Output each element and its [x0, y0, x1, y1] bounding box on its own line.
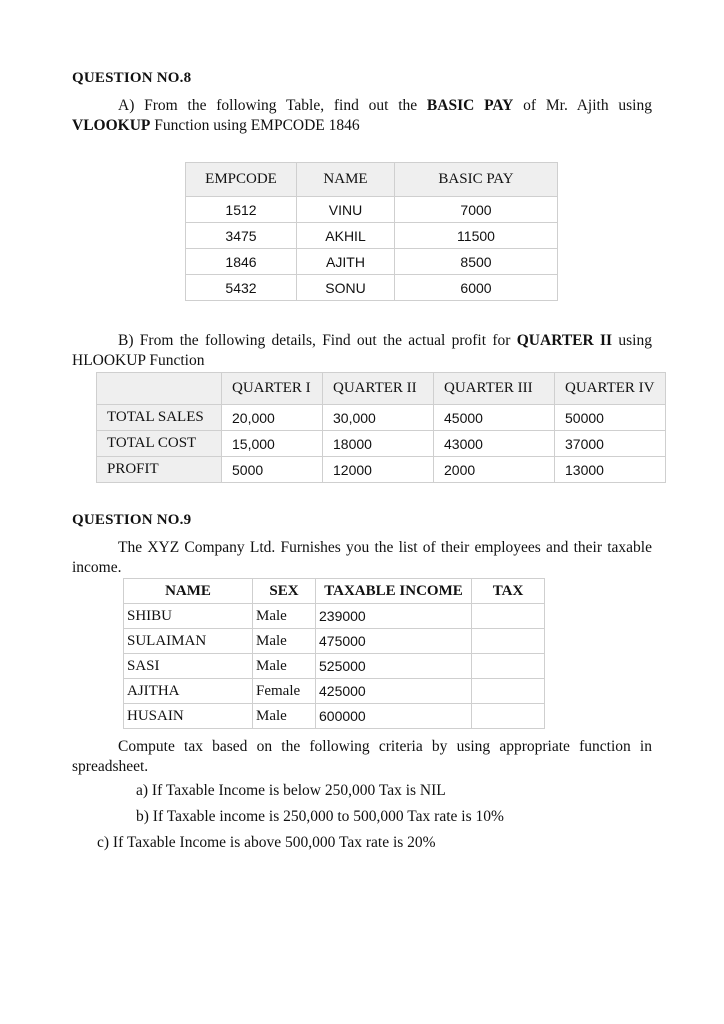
table-cell: Female: [253, 679, 316, 704]
table-cell: 525000: [316, 654, 472, 679]
question-8-heading: QUESTION NO.8: [72, 70, 192, 86]
table-cell: 5000: [222, 457, 323, 483]
table-header-row: [97, 373, 666, 405]
table-cell: 5432: [186, 275, 297, 301]
col-sex: SEX: [253, 579, 316, 604]
table-cell: AKHIL: [297, 223, 395, 249]
employee-tax-table: [123, 578, 545, 729]
question-9-intro: The XYZ Company Ltd. Furnishes you the list of their employees and their taxable income.: [72, 539, 652, 576]
employee-table: [185, 162, 558, 301]
col-tax: TAX: [472, 579, 545, 604]
table-cell: [472, 679, 545, 704]
table-cell: 425000: [316, 679, 472, 704]
table-cell: AJITH: [297, 249, 395, 275]
table-header-row: [124, 579, 545, 604]
table-cell: SHIBU: [124, 604, 253, 629]
table-cell: Male: [253, 604, 316, 629]
table-cell: SONU: [297, 275, 395, 301]
col-quarter-i: QUARTER I: [222, 373, 323, 405]
q8a-text-2: of Mr. Ajith using: [513, 97, 652, 114]
col-empcode: EMPCODE: [186, 163, 297, 197]
question-9-heading: QUESTION NO.9: [72, 512, 192, 528]
table-row: [186, 197, 558, 223]
table-row: [124, 629, 545, 654]
question-9-instruction: Compute tax based on the following criteria by using appropriate function in spreadsheet.: [72, 738, 652, 775]
table-row: [186, 249, 558, 275]
table-cell: 20,000: [222, 405, 323, 431]
row-label: TOTAL COST: [97, 431, 222, 457]
table-row: [186, 223, 558, 249]
table-cell: [472, 604, 545, 629]
table-cell: SULAIMAN: [124, 629, 253, 654]
table-cell: 37000: [555, 431, 666, 457]
table-cell: 3475: [186, 223, 297, 249]
table-cell: [472, 629, 545, 654]
table-cell: 18000: [323, 431, 434, 457]
table-header-row: [186, 163, 558, 197]
row-label: TOTAL SALES: [97, 405, 222, 431]
table-cell: Male: [253, 654, 316, 679]
table-cell: 11500: [395, 223, 558, 249]
criterion-c: c) If Taxable Income is above 500,000 Tax rate is 20%: [97, 834, 436, 851]
table-cell: 239000: [316, 604, 472, 629]
q8b-text-1: B) From the following details, Find out the actual profit for: [118, 332, 517, 349]
table-row: [97, 431, 666, 457]
col-taxable-income: TAXABLE INCOME: [316, 579, 472, 604]
table-cell: 43000: [434, 431, 555, 457]
col-basic-pay: BASIC PAY: [395, 163, 558, 197]
question-8a-text: [72, 96, 652, 136]
row-label: PROFIT: [97, 457, 222, 483]
q8b-text-2: using HLOOKUP Function: [72, 332, 652, 369]
q8a-bold-vlookup: VLOOKUP: [72, 117, 151, 134]
table-cell: 475000: [316, 629, 472, 654]
table-row: [124, 704, 545, 729]
table-cell: [472, 704, 545, 729]
col-quarter-ii: QUARTER II: [323, 373, 434, 405]
table-cell: 8500: [395, 249, 558, 275]
criterion-a: a) If Taxable Income is below 250,000 Tax is NIL: [136, 782, 446, 799]
table-cell: 45000: [434, 405, 555, 431]
table-cell: 12000: [323, 457, 434, 483]
table-cell: SASI: [124, 654, 253, 679]
quarterly-table: [96, 372, 666, 483]
col-quarter-iii: QUARTER III: [434, 373, 555, 405]
table-cell: 7000: [395, 197, 558, 223]
table-row: [97, 457, 666, 483]
q8b-bold-quarter-ii: QUARTER II: [516, 332, 613, 349]
question-8b-text: [72, 331, 652, 371]
table-cell: AJITHA: [124, 679, 253, 704]
table-row: [97, 405, 666, 431]
table-row: [124, 604, 545, 629]
table-cell: 13000: [555, 457, 666, 483]
criterion-b: b) If Taxable income is 250,000 to 500,000 Tax rate is 10%: [136, 808, 504, 825]
table-cell: [472, 654, 545, 679]
table-cell: 1512: [186, 197, 297, 223]
table-cell: 1846: [186, 249, 297, 275]
col-quarter-iv: QUARTER IV: [555, 373, 666, 405]
table-cell: 50000: [555, 405, 666, 431]
table-row: [186, 275, 558, 301]
table-row: [124, 654, 545, 679]
table-row: [124, 679, 545, 704]
col-name: NAME: [124, 579, 253, 604]
table-cell: 600000: [316, 704, 472, 729]
col-name: NAME: [297, 163, 395, 197]
q8a-bold-basic-pay: BASIC PAY: [426, 97, 514, 114]
q8a-text-1: A) From the following Table, find out the: [118, 97, 427, 114]
table-cell: 15,000: [222, 431, 323, 457]
table-cell: Male: [253, 629, 316, 654]
table-cell: 30,000: [323, 405, 434, 431]
q8a-text-3: Function using EMPCODE 1846: [150, 117, 360, 134]
col-blank: [97, 373, 222, 405]
table-cell: VINU: [297, 197, 395, 223]
table-cell: 2000: [434, 457, 555, 483]
table-cell: Male: [253, 704, 316, 729]
table-cell: 6000: [395, 275, 558, 301]
table-cell: HUSAIN: [124, 704, 253, 729]
